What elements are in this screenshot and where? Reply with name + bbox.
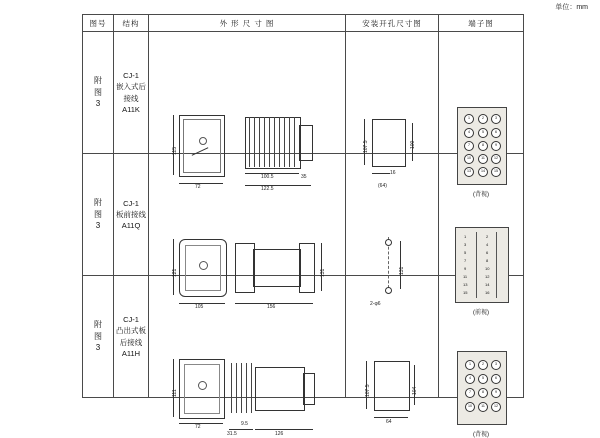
unit-note: 单位：mm [555,4,588,11]
cutout-outline [374,361,410,411]
terminal-number: 4 [486,241,489,247]
structure-code-top: CJ-1 [123,198,139,208]
dim-line-16 [372,173,390,174]
dim-2-phi6: 2-φ6 [370,300,381,307]
terminal-dot: 8 [478,141,488,151]
structure-code-bottom: A11K [122,104,140,114]
dim-line-72 [179,423,223,424]
terminal-dot: 14 [478,167,488,177]
terminal-number: 16 [485,289,490,295]
dim-100-5: 100.5 [261,173,274,180]
terminal-dot: 1 [464,114,474,124]
fig-no-cell-3 [83,276,114,398]
dim-126: 126 [275,430,284,437]
fig-no-char: 3 [95,221,101,231]
terminal-column-line-right [496,232,497,298]
terminal-dot: 4 [464,128,474,138]
terminal-number: 1 [464,233,467,239]
fig-no-char: 3 [95,99,101,109]
fig-no-char: 图 [94,87,102,97]
terminal-dot: 10 [464,154,474,164]
dim-16: 16 [390,169,396,176]
dim-122-5: 122.5 [261,185,274,192]
flange-outline [235,243,255,293]
terminal-dot: 9 [491,388,501,398]
terminal-column-line-left [476,232,477,298]
header-outline: 外 形 尺 寸 图 [149,15,346,32]
terminal-number: 13 [463,281,468,287]
table-row [83,32,524,154]
structure-code-bottom: A11H [121,348,141,358]
dim-105: 105 [195,303,204,310]
terminal-dot: 1 [465,360,475,370]
fig-no-char: 3 [95,343,101,353]
dim-line-31-5 [229,429,253,430]
terminal-dot: 2 [478,114,488,124]
terminal-number: 12 [485,273,490,279]
structure-cell-2 [114,154,149,276]
structure-cell-3 [114,276,149,398]
terminal-number: 9 [464,265,467,271]
dim-131: 131 [399,266,405,275]
terminal-caption: (背视) [473,431,489,438]
fig-no-char: 附 [94,320,102,330]
dim-line-v [173,115,174,175]
knob-icon [198,381,207,390]
dim-line-v [173,359,174,417]
dim-156: 156 [267,303,276,310]
body-outline [253,249,301,287]
terminal-dot: 6 [491,128,501,138]
dim-line-131 [321,243,322,291]
cutout-outline [372,119,406,167]
dim-121: 121 [172,268,178,277]
header-fig-no: 图号 [83,15,114,32]
fig-no-char: 图 [94,331,102,341]
terminal-number: 14 [485,281,490,287]
dim-line-126 [255,429,313,430]
dim-line-v [173,239,174,295]
terminal-dot: 7 [464,141,474,151]
outline-drawing-cell-3 [149,276,346,437]
terminal-dot: 7 [465,388,475,398]
dim-64: (64) [378,182,387,189]
terminal-dot: 15 [491,167,501,177]
terminal-number: 10 [485,265,490,271]
header-terminal: 端子图 [439,15,524,32]
terminal-drawing-cell-1 [439,32,524,198]
terminal-number: 8 [486,257,489,263]
terminal-dot: 5 [478,128,488,138]
fig-no-cell-2 [83,154,114,276]
header-mounting: 安装开孔尺寸图 [346,15,439,32]
terminal-dot: 2 [478,360,488,370]
terminal-dot: 8 [478,388,488,398]
knob-icon [199,137,207,145]
terminal-dot: 3 [491,114,501,124]
terminal-number: 11 [463,273,468,279]
terminal-dot: 3 [491,360,501,370]
structure-type: 嵌入式后接线 [116,82,146,103]
knob-icon [199,261,208,270]
terminal-plate [457,351,507,425]
terminal-plate [455,227,509,303]
header-structure: 结构 [114,15,149,32]
terminal-caption: (前视) [473,309,489,316]
dim-64: 64 [386,418,392,425]
terminal-number: 7 [464,257,467,263]
terminal-dot: 9 [491,141,501,151]
terminal-dot: 12 [491,154,501,164]
terminal-dot: 6 [491,374,501,384]
dim-line-1225 [245,185,311,186]
dim-131: 131 [320,268,326,277]
terminal-dot: 4 [465,374,475,384]
body-outline [255,367,305,411]
front-plate-inner [183,119,221,173]
dim-104: 104 [412,386,418,395]
dim-9-5: 9.5 [241,420,248,427]
mounting-hole [385,287,392,294]
terminal-number: 15 [463,289,468,295]
terminal-number: 6 [486,249,489,255]
dim-115: 115 [172,146,178,155]
terminal-dot: 12 [491,402,501,412]
terminal-caption: (背视) [473,191,489,198]
dim-31-5: 31.5 [227,430,237,437]
terminal-plate [457,107,507,185]
structure-code-bottom: A11Q [121,221,141,231]
terminal-dot: 11 [478,402,488,412]
mounting-drawing-cell-3 [346,276,439,425]
fig-no-char: 附 [94,76,102,86]
table-header-row [83,15,524,32]
structure-code-top: CJ-1 [123,315,139,324]
mounting-drawing-cell-1 [346,32,439,189]
dim-107-5: 107.5 [365,383,371,397]
terminal-number: 5 [464,249,467,255]
structure-type: 凸出式板后接线 [116,326,146,347]
rear-cover [299,243,315,293]
dim-72: 72 [195,423,201,430]
fig-no-char: 图 [94,209,102,219]
dim-line-64 [374,417,408,418]
fig-no-cell-1 [83,32,114,154]
rear-terminal-block [299,125,313,161]
fin-hatching [245,117,299,167]
dim-100: 100 [410,140,416,149]
terminal-number: 2 [486,233,489,239]
dim-107-5: 107.5 [363,139,369,153]
terminal-dot: 11 [478,154,488,164]
terminal-dot: 5 [478,374,488,384]
dim-35: 35 [301,173,307,180]
fig-no-char: 附 [94,198,102,208]
outline-drawing-cell-1 [149,32,346,192]
structure-code-top: CJ-1 [123,71,139,80]
structure-cell-1 [114,32,149,154]
dim-111: 111 [172,388,178,397]
dimension-table [82,14,524,438]
dim-line-h [179,183,223,184]
dim-line-131 [400,241,401,289]
structure-type: 板前接线 [116,209,146,219]
terminal-dot: 10 [465,402,475,412]
terminal-number: 3 [464,241,467,247]
dim-line-v2 [414,365,415,405]
mounting-hole [385,239,392,246]
terminal-dot: 13 [464,167,474,177]
fin-hatching [229,363,255,413]
dim-72: 72 [195,183,201,190]
